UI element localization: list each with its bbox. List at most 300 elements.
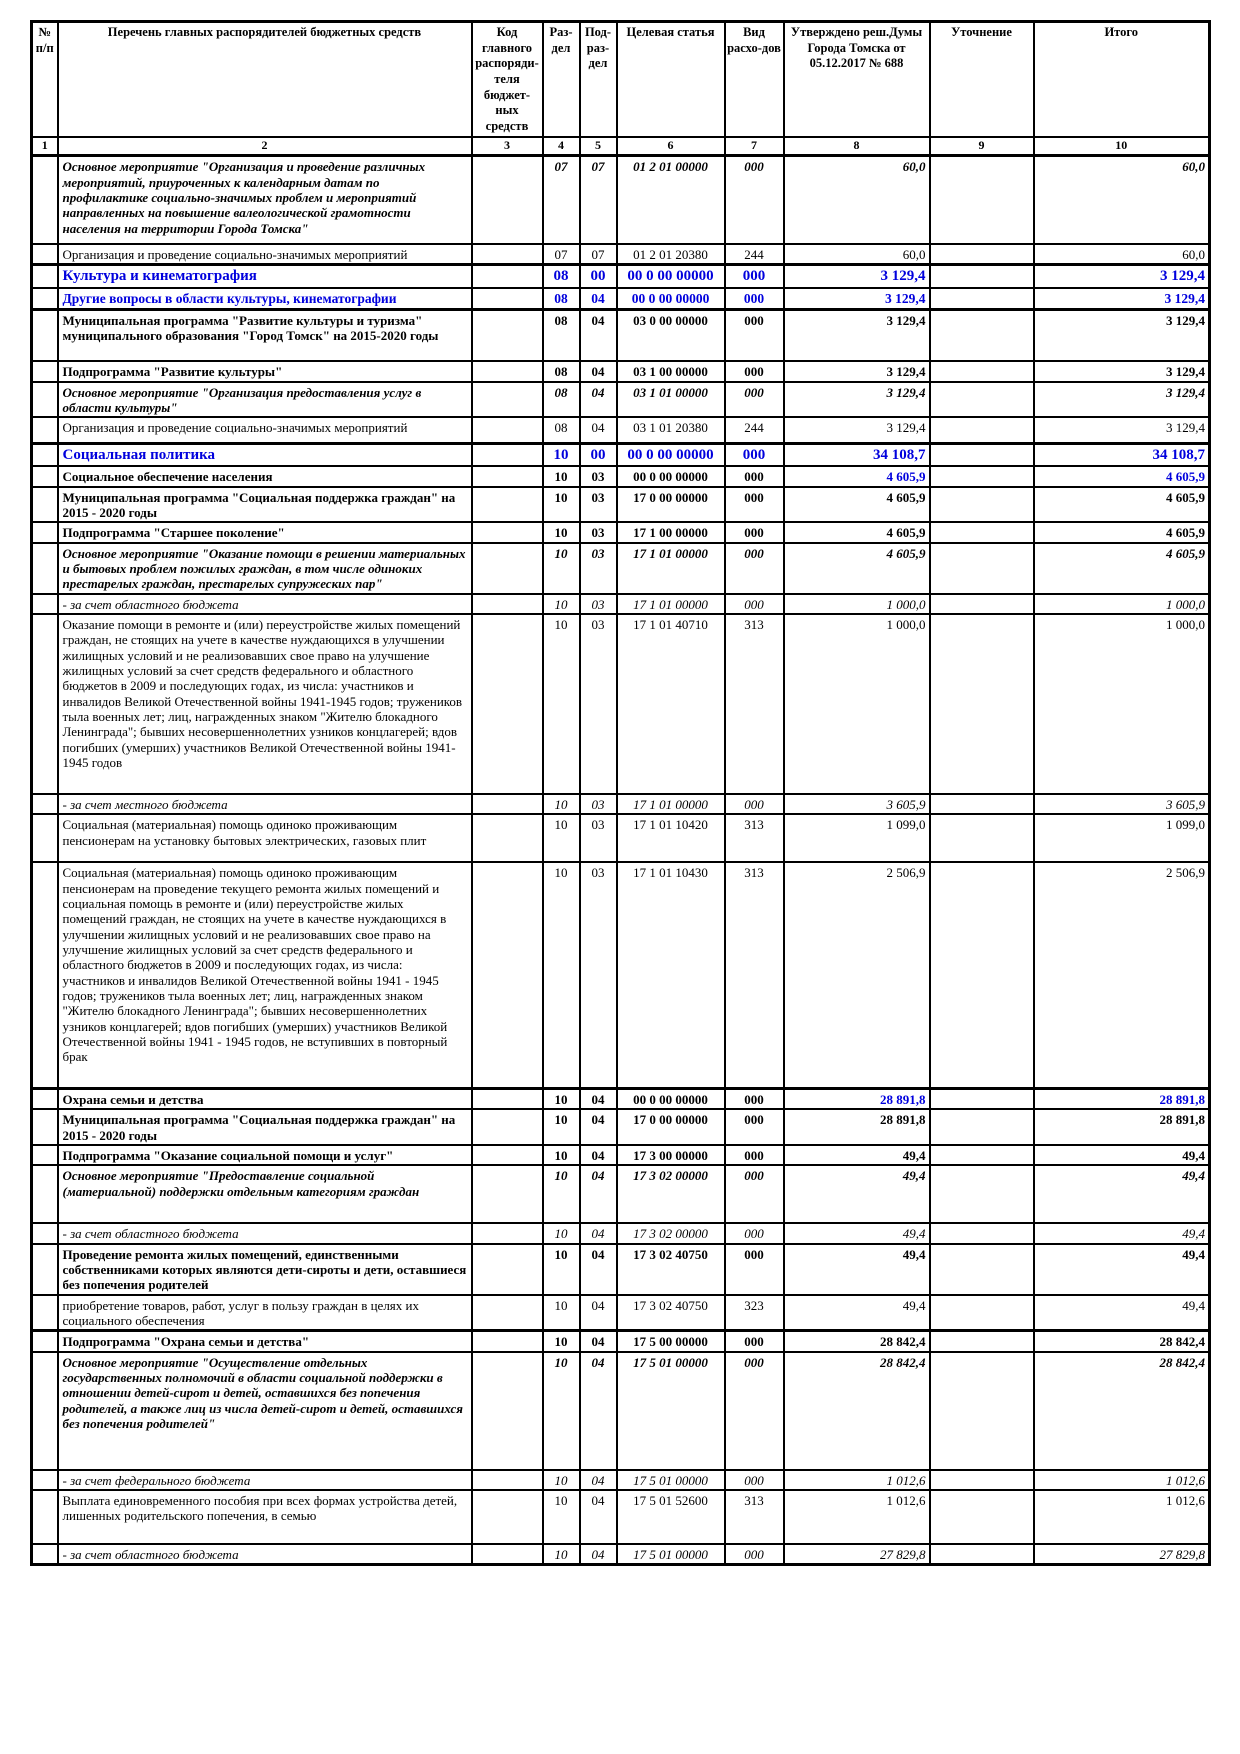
- column-number: 3: [472, 137, 543, 156]
- table-row: [32, 1088, 1210, 1109]
- table-row: [32, 288, 1210, 309]
- row-number-cell: [32, 244, 58, 265]
- expense-type-cell: 000: [725, 1165, 784, 1223]
- approved-amount-cell: 1 000,0: [784, 594, 930, 614]
- grbs-code-cell: [472, 309, 543, 361]
- approved-amount-cell: 28 891,8: [784, 1109, 930, 1145]
- total-amount-cell: 3 129,4: [1034, 361, 1210, 381]
- total-amount-cell: 3 129,4: [1034, 382, 1210, 418]
- target-article-cell: 00 0 00 00000: [617, 265, 725, 288]
- expense-type-cell: 000: [725, 309, 784, 361]
- approved-amount-cell: 3 129,4: [784, 417, 930, 443]
- target-article-cell: 17 1 01 40710: [617, 614, 725, 794]
- podrazdel-cell: 04: [580, 1223, 617, 1243]
- row-number-cell: [32, 1331, 58, 1352]
- podrazdel-cell: 00: [580, 443, 617, 466]
- grbs-code-cell: [472, 1295, 543, 1331]
- approved-amount-cell: 28 842,4: [784, 1331, 930, 1352]
- razdel-cell: 10: [543, 1331, 580, 1352]
- row-number-cell: [32, 1165, 58, 1223]
- total-amount-cell: 60,0: [1034, 156, 1210, 244]
- clarification-cell: [930, 265, 1034, 288]
- grbs-code-cell: [472, 814, 543, 862]
- podrazdel-cell: 04: [580, 1544, 617, 1565]
- expense-type-cell: 244: [725, 244, 784, 265]
- table-row: [32, 614, 1210, 794]
- razdel-cell: 10: [543, 594, 580, 614]
- row-number-cell: [32, 1223, 58, 1243]
- expense-type-cell: 000: [725, 1544, 784, 1565]
- clarification-cell: [930, 1145, 1034, 1165]
- table-row: [32, 466, 1210, 486]
- row-number-cell: [32, 443, 58, 466]
- target-article-cell: 17 1 01 00000: [617, 594, 725, 614]
- expense-type-cell: 000: [725, 1244, 784, 1295]
- table-row: [32, 1109, 1210, 1145]
- total-amount-cell: 1 000,0: [1034, 594, 1210, 614]
- grbs-code-cell: [472, 244, 543, 265]
- budget-table: [30, 20, 1211, 1566]
- clarification-cell: [930, 543, 1034, 594]
- total-amount-cell: 49,4: [1034, 1165, 1210, 1223]
- expense-type-cell: 000: [725, 543, 784, 594]
- total-amount-cell: 28 891,8: [1034, 1109, 1210, 1145]
- total-amount-cell: 49,4: [1034, 1145, 1210, 1165]
- expense-name-cell: Подпрограмма "Развитие культуры": [58, 361, 472, 381]
- row-number-cell: [32, 466, 58, 486]
- approved-amount-cell: 3 605,9: [784, 794, 930, 814]
- column-number: 1: [32, 137, 58, 156]
- approved-amount-cell: 3 129,4: [784, 288, 930, 309]
- row-number-cell: [32, 1295, 58, 1331]
- grbs-code-cell: [472, 1490, 543, 1544]
- col-header-clarification: Уточнение: [930, 22, 1034, 138]
- total-amount-cell: 3 129,4: [1034, 265, 1210, 288]
- expense-type-cell: 313: [725, 814, 784, 862]
- grbs-code-cell: [472, 594, 543, 614]
- table-row: [32, 382, 1210, 418]
- approved-amount-cell: 3 129,4: [784, 361, 930, 381]
- clarification-cell: [930, 1244, 1034, 1295]
- expense-name-cell: Социальная (материальная) помощь одиноко проживающим пенсионерам на проведение текущего ремонта жилых помещений и социальная помощь в ремонте и (или) переустройстве жилых помещений граждан, не стоящих на учете в качестве нуждающихся в улучшении жилищных условий и не реализовавших свое право на улучшение жилищных условий за счет средств федерального и областного бюджетов в 2009 и последующих годах, из числа: участников и инвалидов Великой Отечественной войны 1941 - 1945 годов; тружеников тыла военных лет; лиц, награжденных знаком "Жителю блокадного Ленинграда"; бывших несовершеннолетних узников концлагерей; вдов погибших (умерших) участников Великой Отечественной войны 1941 - 1945 годов, не вступивших в повторный брак: [58, 862, 472, 1088]
- grbs-code-cell: [472, 443, 543, 466]
- podrazdel-cell: 04: [580, 1244, 617, 1295]
- expense-type-cell: 313: [725, 862, 784, 1088]
- row-number-cell: [32, 156, 58, 244]
- expense-type-cell: 000: [725, 1109, 784, 1145]
- target-article-cell: 17 1 00 00000: [617, 522, 725, 542]
- row-number-cell: [32, 382, 58, 418]
- grbs-code-cell: [472, 1470, 543, 1490]
- expense-name-cell: Оказание помощи в ремонте и (или) переустройстве жилых помещений граждан, не стоящих на учете в качестве нуждающихся в улучшении жилищных условий и не реализовавших свое право на улучшение жилищных условий за счет средств федерального и областного бюджетов в 2009 и последующих годах, из числа: участников и инвалидов Великой Отечественной войны 1941-1945 годов; тружеников тыла военных лет; лиц, награжденных знаком "Жителю блокадного Ленинграда"; бывших несовершеннолетних узников концлагерей; вдов погибших (умерших) участников Великой Отечественной войны 1941-1945 годов: [58, 614, 472, 794]
- grbs-code-cell: [472, 522, 543, 542]
- clarification-cell: [930, 594, 1034, 614]
- grbs-code-cell: [472, 1331, 543, 1352]
- clarification-cell: [930, 443, 1034, 466]
- expense-type-cell: 000: [725, 1331, 784, 1352]
- podrazdel-cell: 00: [580, 265, 617, 288]
- col-header-podrazdel: Под-раз-дел: [580, 22, 617, 138]
- column-number: 4: [543, 137, 580, 156]
- podrazdel-cell: 03: [580, 862, 617, 1088]
- grbs-code-cell: [472, 1223, 543, 1243]
- approved-amount-cell: 4 605,9: [784, 487, 930, 523]
- grbs-code-cell: [472, 1244, 543, 1295]
- total-amount-cell: 28 842,4: [1034, 1352, 1210, 1470]
- row-number-cell: [32, 614, 58, 794]
- row-number-cell: [32, 1244, 58, 1295]
- expense-type-cell: 000: [725, 1145, 784, 1165]
- approved-amount-cell: 1 012,6: [784, 1470, 930, 1490]
- clarification-cell: [930, 1295, 1034, 1331]
- razdel-cell: 10: [543, 614, 580, 794]
- approved-amount-cell: 4 605,9: [784, 466, 930, 486]
- razdel-cell: 10: [543, 1109, 580, 1145]
- target-article-cell: 01 2 01 00000: [617, 156, 725, 244]
- table-row: [32, 1544, 1210, 1565]
- target-article-cell: 17 3 02 00000: [617, 1223, 725, 1243]
- expense-name-cell: Муниципальная программа "Социальная поддержка граждан" на 2015 - 2020 годы: [58, 487, 472, 523]
- clarification-cell: [930, 361, 1034, 381]
- clarification-cell: [930, 309, 1034, 361]
- expense-name-cell: Основное мероприятие "Организация предоставления услуг в области культуры": [58, 382, 472, 418]
- approved-amount-cell: 60,0: [784, 156, 930, 244]
- target-article-cell: 01 2 01 20380: [617, 244, 725, 265]
- grbs-code-cell: [472, 862, 543, 1088]
- column-number: 2: [58, 137, 472, 156]
- clarification-cell: [930, 1165, 1034, 1223]
- expense-type-cell: 313: [725, 614, 784, 794]
- expense-type-cell: 323: [725, 1295, 784, 1331]
- table-row: [32, 794, 1210, 814]
- podrazdel-cell: 04: [580, 361, 617, 381]
- table-row: [32, 1490, 1210, 1544]
- table-row: [32, 594, 1210, 614]
- col-header-total: Итого: [1034, 22, 1210, 138]
- approved-amount-cell: 1 012,6: [784, 1490, 930, 1544]
- podrazdel-cell: 04: [580, 1490, 617, 1544]
- approved-amount-cell: 3 129,4: [784, 265, 930, 288]
- razdel-cell: 10: [543, 1223, 580, 1243]
- clarification-cell: [930, 1109, 1034, 1145]
- row-number-cell: [32, 1490, 58, 1544]
- expense-name-cell: Охрана семьи и детства: [58, 1088, 472, 1109]
- podrazdel-cell: 03: [580, 487, 617, 523]
- total-amount-cell: 4 605,9: [1034, 487, 1210, 523]
- grbs-code-cell: [472, 1088, 543, 1109]
- table-row: [32, 814, 1210, 862]
- podrazdel-cell: 04: [580, 1352, 617, 1470]
- row-number-cell: [32, 1145, 58, 1165]
- grbs-code-cell: [472, 1145, 543, 1165]
- total-amount-cell: 49,4: [1034, 1223, 1210, 1243]
- clarification-cell: [930, 614, 1034, 794]
- razdel-cell: 08: [543, 265, 580, 288]
- grbs-code-cell: [472, 361, 543, 381]
- target-article-cell: 00 0 00 00000: [617, 466, 725, 486]
- approved-amount-cell: 4 605,9: [784, 522, 930, 542]
- col-header-code: Код главного распоряди-теля бюджет-ных средств: [472, 22, 543, 138]
- podrazdel-cell: 03: [580, 794, 617, 814]
- razdel-cell: 10: [543, 814, 580, 862]
- table-row: [32, 361, 1210, 381]
- table-row: [32, 1470, 1210, 1490]
- grbs-code-cell: [472, 156, 543, 244]
- podrazdel-cell: 04: [580, 1295, 617, 1331]
- grbs-code-cell: [472, 794, 543, 814]
- clarification-cell: [930, 288, 1034, 309]
- clarification-cell: [930, 794, 1034, 814]
- row-number-cell: [32, 487, 58, 523]
- razdel-cell: 08: [543, 417, 580, 443]
- razdel-cell: 10: [543, 1088, 580, 1109]
- total-amount-cell: 49,4: [1034, 1244, 1210, 1295]
- target-article-cell: 00 0 00 00000: [617, 288, 725, 309]
- podrazdel-cell: 03: [580, 522, 617, 542]
- expense-type-cell: 000: [725, 361, 784, 381]
- expense-name-cell: Основное мероприятие "Оказание помощи в решении материальных и бытовых проблем пожилых граждан, в том числе одиноких престарелых граждан, престарелых супружеских пар": [58, 543, 472, 594]
- expense-name-cell: - за счет областного бюджета: [58, 1223, 472, 1243]
- target-article-cell: 17 3 02 40750: [617, 1295, 725, 1331]
- total-amount-cell: 28 842,4: [1034, 1331, 1210, 1352]
- clarification-cell: [930, 862, 1034, 1088]
- table-row: [32, 309, 1210, 361]
- total-amount-cell: 3 129,4: [1034, 309, 1210, 361]
- col-header-name: Перечень главных распорядителей бюджетных средств: [58, 22, 472, 138]
- razdel-cell: 10: [543, 1295, 580, 1331]
- grbs-code-cell: [472, 614, 543, 794]
- target-article-cell: 17 5 01 52600: [617, 1490, 725, 1544]
- razdel-cell: 10: [543, 466, 580, 486]
- approved-amount-cell: 49,4: [784, 1223, 930, 1243]
- podrazdel-cell: 03: [580, 614, 617, 794]
- grbs-code-cell: [472, 543, 543, 594]
- expense-name-cell: Социальная (материальная) помощь одиноко проживающим пенсионерам на установку бытовых электрических, газовых плит: [58, 814, 472, 862]
- total-amount-cell: 28 891,8: [1034, 1088, 1210, 1109]
- razdel-cell: 08: [543, 309, 580, 361]
- clarification-cell: [930, 1331, 1034, 1352]
- row-number-cell: [32, 361, 58, 381]
- row-number-cell: [32, 288, 58, 309]
- podrazdel-cell: 04: [580, 1109, 617, 1145]
- grbs-code-cell: [472, 487, 543, 523]
- podrazdel-cell: 04: [580, 417, 617, 443]
- target-article-cell: 17 5 00 00000: [617, 1331, 725, 1352]
- approved-amount-cell: 1 099,0: [784, 814, 930, 862]
- approved-amount-cell: 3 129,4: [784, 309, 930, 361]
- grbs-code-cell: [472, 1165, 543, 1223]
- target-article-cell: 17 5 01 00000: [617, 1544, 725, 1565]
- table-row: [32, 543, 1210, 594]
- clarification-cell: [930, 417, 1034, 443]
- clarification-cell: [930, 487, 1034, 523]
- expense-type-cell: 313: [725, 1490, 784, 1544]
- expense-name-cell: Основное мероприятие "Организация и проведение различных мероприятий, приуроченных к календарным датам по профилактике социально-значимых проблем и мероприятий направленных на повышение валеологической грамотности населения на территории Города Томска": [58, 156, 472, 244]
- razdel-cell: 10: [543, 487, 580, 523]
- clarification-cell: [930, 382, 1034, 418]
- target-article-cell: 17 1 01 10430: [617, 862, 725, 1088]
- podrazdel-cell: 07: [580, 156, 617, 244]
- expense-name-cell: Муниципальная программа "Развитие культуры и туризма" муниципального образования "Город Томск" на 2015-2020 годы: [58, 309, 472, 361]
- row-number-cell: [32, 309, 58, 361]
- podrazdel-cell: 03: [580, 814, 617, 862]
- table-header: [32, 22, 1210, 156]
- podrazdel-cell: 03: [580, 543, 617, 594]
- table-row: [32, 265, 1210, 288]
- razdel-cell: 08: [543, 382, 580, 418]
- target-article-cell: 00 0 00 00000: [617, 443, 725, 466]
- table-row: [32, 1331, 1210, 1352]
- target-article-cell: 00 0 00 00000: [617, 1088, 725, 1109]
- clarification-cell: [930, 1088, 1034, 1109]
- razdel-cell: 08: [543, 288, 580, 309]
- table-body: [32, 156, 1210, 1565]
- col-header-num: № п/п: [32, 22, 58, 138]
- grbs-code-cell: [472, 1109, 543, 1145]
- total-amount-cell: 34 108,7: [1034, 443, 1210, 466]
- expense-name-cell: Организация и проведение социально-значимых мероприятий: [58, 417, 472, 443]
- approved-amount-cell: 49,4: [784, 1165, 930, 1223]
- clarification-cell: [930, 1470, 1034, 1490]
- table-row: [32, 1145, 1210, 1165]
- table-row: [32, 522, 1210, 542]
- total-amount-cell: 3 129,4: [1034, 417, 1210, 443]
- total-amount-cell: 4 605,9: [1034, 522, 1210, 542]
- row-number-cell: [32, 594, 58, 614]
- table-row: [32, 1352, 1210, 1470]
- table-row: [32, 487, 1210, 523]
- target-article-cell: 17 0 00 00000: [617, 1109, 725, 1145]
- col-header-razdel: Раз-дел: [543, 22, 580, 138]
- razdel-cell: 10: [543, 1490, 580, 1544]
- razdel-cell: 10: [543, 1244, 580, 1295]
- razdel-cell: 10: [543, 1470, 580, 1490]
- clarification-cell: [930, 1352, 1034, 1470]
- expense-type-cell: 000: [725, 522, 784, 542]
- podrazdel-cell: 04: [580, 1145, 617, 1165]
- target-article-cell: 17 3 02 00000: [617, 1165, 725, 1223]
- podrazdel-cell: 04: [580, 288, 617, 309]
- target-article-cell: 17 1 01 00000: [617, 543, 725, 594]
- approved-amount-cell: 28 891,8: [784, 1088, 930, 1109]
- razdel-cell: 10: [543, 1544, 580, 1565]
- clarification-cell: [930, 814, 1034, 862]
- expense-name-cell: Муниципальная программа "Социальная поддержка граждан" на 2015 - 2020 годы: [58, 1109, 472, 1145]
- column-number-row: [32, 137, 1210, 156]
- total-amount-cell: 1 099,0: [1034, 814, 1210, 862]
- target-article-cell: 17 0 00 00000: [617, 487, 725, 523]
- row-number-cell: [32, 862, 58, 1088]
- razdel-cell: 10: [543, 443, 580, 466]
- expense-type-cell: 000: [725, 382, 784, 418]
- table-row: [32, 417, 1210, 443]
- column-number: 6: [617, 137, 725, 156]
- expense-type-cell: 000: [725, 1223, 784, 1243]
- clarification-cell: [930, 522, 1034, 542]
- approved-amount-cell: 4 605,9: [784, 543, 930, 594]
- target-article-cell: 17 1 01 10420: [617, 814, 725, 862]
- expense-name-cell: Другие вопросы в области культуры, кинематографии: [58, 288, 472, 309]
- expense-type-cell: 000: [725, 443, 784, 466]
- table-row: [32, 1165, 1210, 1223]
- grbs-code-cell: [472, 1544, 543, 1565]
- approved-amount-cell: 49,4: [784, 1244, 930, 1295]
- target-article-cell: 03 1 01 00000: [617, 382, 725, 418]
- approved-amount-cell: 1 000,0: [784, 614, 930, 794]
- razdel-cell: 10: [543, 794, 580, 814]
- grbs-code-cell: [472, 265, 543, 288]
- total-amount-cell: 4 605,9: [1034, 466, 1210, 486]
- expense-type-cell: 244: [725, 417, 784, 443]
- expense-name-cell: Основное мероприятие "Осуществление отдельных государственных полномочий в области социальной поддержки в отношении детей-сирот и детей, оставшихся без попечения родителей, а также лиц из числа детей-сирот и детей, оставшихся без попечения родителей": [58, 1352, 472, 1470]
- col-header-expense-type: Вид расхо-дов: [725, 22, 784, 138]
- column-number: 7: [725, 137, 784, 156]
- clarification-cell: [930, 156, 1034, 244]
- target-article-cell: 17 3 00 00000: [617, 1145, 725, 1165]
- target-article-cell: 03 1 01 20380: [617, 417, 725, 443]
- podrazdel-cell: 04: [580, 1470, 617, 1490]
- target-article-cell: 17 3 02 40750: [617, 1244, 725, 1295]
- razdel-cell: 10: [543, 522, 580, 542]
- expense-name-cell: - за счет областного бюджета: [58, 1544, 472, 1565]
- target-article-cell: 03 1 00 00000: [617, 361, 725, 381]
- expense-type-cell: 000: [725, 156, 784, 244]
- total-amount-cell: 60,0: [1034, 244, 1210, 265]
- total-amount-cell: 1 000,0: [1034, 614, 1210, 794]
- podrazdel-cell: 04: [580, 1165, 617, 1223]
- grbs-code-cell: [472, 382, 543, 418]
- expense-name-cell: Подпрограмма "Охрана семьи и детства": [58, 1331, 472, 1352]
- row-number-cell: [32, 814, 58, 862]
- expense-name-cell: Социальная политика: [58, 443, 472, 466]
- row-number-cell: [32, 1109, 58, 1145]
- clarification-cell: [930, 466, 1034, 486]
- column-number: 10: [1034, 137, 1210, 156]
- razdel-cell: 10: [543, 1165, 580, 1223]
- razdel-cell: 10: [543, 862, 580, 1088]
- total-amount-cell: 1 012,6: [1034, 1470, 1210, 1490]
- table-row: [32, 244, 1210, 265]
- column-number: 8: [784, 137, 930, 156]
- approved-amount-cell: 27 829,8: [784, 1544, 930, 1565]
- razdel-cell: 10: [543, 1145, 580, 1165]
- col-header-approved: Утверждено реш.Думы Города Томска от 05.12.2017 № 688: [784, 22, 930, 138]
- total-amount-cell: 4 605,9: [1034, 543, 1210, 594]
- razdel-cell: 07: [543, 244, 580, 265]
- total-amount-cell: 3 129,4: [1034, 288, 1210, 309]
- podrazdel-cell: 03: [580, 594, 617, 614]
- razdel-cell: 10: [543, 543, 580, 594]
- expense-name-cell: - за счет местного бюджета: [58, 794, 472, 814]
- table-row: [32, 156, 1210, 244]
- approved-amount-cell: 49,4: [784, 1295, 930, 1331]
- expense-type-cell: 000: [725, 265, 784, 288]
- razdel-cell: 08: [543, 361, 580, 381]
- expense-name-cell: Подпрограмма "Оказание социальной помощи и услуг": [58, 1145, 472, 1165]
- expense-name-cell: Основное мероприятие "Предоставление социальной (материальной) поддержки отдельным категориям граждан: [58, 1165, 472, 1223]
- target-article-cell: 03 0 00 00000: [617, 309, 725, 361]
- expense-type-cell: 000: [725, 594, 784, 614]
- razdel-cell: 07: [543, 156, 580, 244]
- approved-amount-cell: 60,0: [784, 244, 930, 265]
- table-row: [32, 1244, 1210, 1295]
- row-number-cell: [32, 1544, 58, 1565]
- row-number-cell: [32, 543, 58, 594]
- podrazdel-cell: 04: [580, 382, 617, 418]
- clarification-cell: [930, 1490, 1034, 1544]
- expense-type-cell: 000: [725, 1470, 784, 1490]
- target-article-cell: 17 5 01 00000: [617, 1352, 725, 1470]
